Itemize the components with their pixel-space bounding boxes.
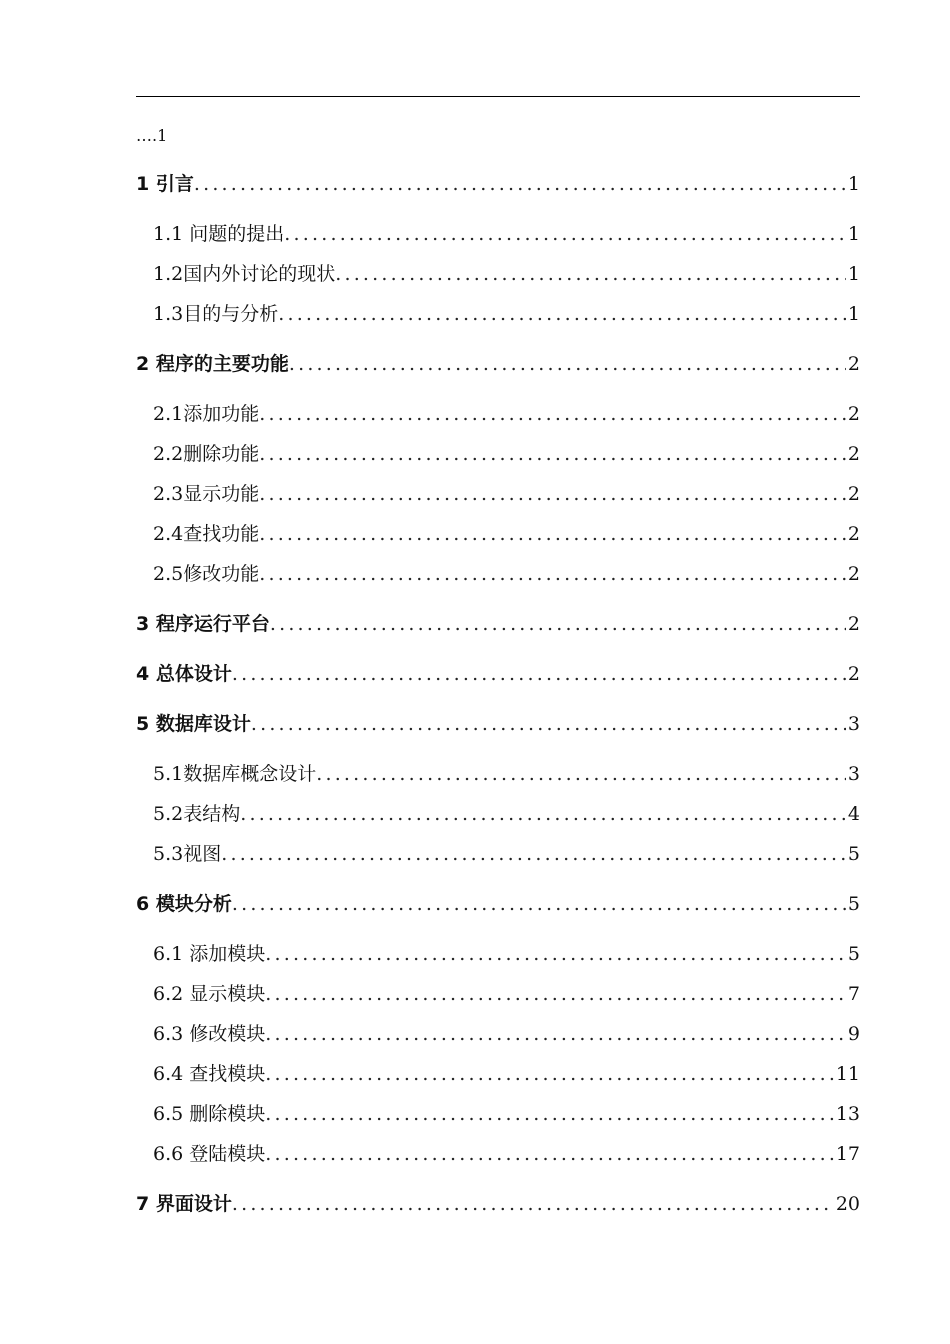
toc-entry-title: 5.1数据库概念设计: [153, 763, 317, 785]
toc-entry-title: 6.5 删除模块: [153, 1103, 266, 1125]
toc-dot-leader: [316, 754, 846, 794]
toc-entry[interactable]: [153, 514, 860, 554]
lead-text: ….1: [136, 126, 168, 145]
toc-entry[interactable]: [153, 1054, 860, 1094]
toc-entry-title: 1 引言: [136, 173, 194, 195]
toc-entry-page: 5: [847, 893, 860, 915]
toc-entry-title: 2.2删除功能: [153, 443, 260, 465]
toc-entry[interactable]: [153, 1014, 860, 1054]
toc-entry-title: 2.4查找功能: [153, 523, 260, 545]
toc-entry-page: 3: [847, 713, 860, 735]
toc-entry-title: 6 模块分析: [136, 893, 232, 915]
toc-entry-title: 1.1 问题的提出: [153, 223, 285, 245]
toc-entry[interactable]: [136, 1184, 860, 1224]
toc-entry-title: 2 程序的主要功能: [136, 353, 289, 375]
toc-entry[interactable]: [136, 604, 860, 644]
toc-entry-page: 2: [847, 523, 860, 545]
toc-entry-title: 5.3视图: [153, 843, 222, 865]
toc-entry[interactable]: [136, 654, 860, 694]
toc-entry-page: 2: [847, 443, 860, 465]
toc-entry-title: 5.2表结构: [153, 803, 241, 825]
toc-entry-title: 5 数据库设计: [136, 713, 251, 735]
toc-dot-leader: [289, 344, 846, 384]
toc-entry[interactable]: [136, 704, 860, 744]
toc-entry-page: 9: [847, 1023, 860, 1045]
toc-dot-leader: [232, 1184, 834, 1224]
toc-dot-leader: [259, 434, 846, 474]
toc-entry[interactable]: [153, 214, 860, 254]
toc-entry-title: 6.2 显示模块: [153, 983, 266, 1005]
toc-entry-title: 2.1添加功能: [153, 403, 260, 425]
toc-entry-page: 1: [847, 223, 860, 245]
toc-entry-page: 5: [847, 943, 860, 965]
toc-dot-leader: [259, 474, 846, 514]
toc-entry[interactable]: [153, 394, 860, 434]
toc-entry-page: 13: [835, 1103, 860, 1125]
toc-entry[interactable]: [153, 934, 860, 974]
toc-entry-title: 7 界面设计: [136, 1193, 232, 1215]
toc-dot-leader: [265, 934, 846, 974]
toc-entry-title: 2.5修改功能: [153, 563, 260, 585]
toc-dot-leader: [265, 1014, 846, 1054]
toc-dot-leader: [265, 974, 846, 1014]
toc-entry-title: 3 程序运行平台: [136, 613, 270, 635]
toc-dot-leader: [221, 834, 846, 874]
toc-entry-title: 2.3显示功能: [153, 483, 260, 505]
toc-entry[interactable]: [136, 164, 860, 204]
toc-entry-page: 3: [847, 763, 860, 785]
toc-dot-leader: [240, 794, 846, 834]
toc-entry-page: 7: [847, 983, 860, 1005]
toc-dot-leader: [265, 1134, 834, 1174]
toc-entry-page: 2: [847, 353, 860, 375]
toc-entry-page: 5: [847, 843, 860, 865]
toc-entry[interactable]: [136, 344, 860, 384]
toc-dot-leader: [265, 1094, 834, 1134]
toc-entry[interactable]: [153, 1094, 860, 1134]
toc-entry-page: 2: [847, 663, 860, 685]
toc-entry[interactable]: [153, 1134, 860, 1174]
toc-entry[interactable]: [153, 974, 860, 1014]
toc-entry-page: 4: [847, 803, 860, 825]
toc-dot-leader: [259, 554, 846, 594]
toc-dot-leader: [278, 294, 846, 334]
toc-entry[interactable]: [153, 434, 860, 474]
toc-entry[interactable]: [153, 254, 860, 294]
toc-dot-leader: [259, 514, 846, 554]
toc-entry[interactable]: [136, 884, 860, 924]
toc-dot-leader: [335, 254, 846, 294]
toc-entry-title: 1.2国内外讨论的现状: [153, 263, 336, 285]
toc-dot-leader: [194, 164, 846, 204]
toc-dot-leader: [284, 214, 846, 254]
toc-dot-leader: [270, 604, 846, 644]
toc-entry-page: 2: [847, 613, 860, 635]
toc-entry-title: 1.3目的与分析: [153, 303, 279, 325]
toc-entry-title: 6.3 修改模块: [153, 1023, 266, 1045]
toc-dot-leader: [259, 394, 846, 434]
toc-entry[interactable]: [153, 834, 860, 874]
toc-entry-title: 6.6 登陆模块: [153, 1143, 266, 1165]
toc-entry-page: 1: [847, 303, 860, 325]
toc-entry-page: 1: [847, 263, 860, 285]
toc-entry-page: 11: [835, 1063, 860, 1085]
toc-entry-title: 4 总体设计: [136, 663, 232, 685]
toc-entry-page: 2: [847, 563, 860, 585]
toc-entry[interactable]: [153, 554, 860, 594]
toc-dot-leader: [251, 704, 846, 744]
toc-entry-page: 17: [835, 1143, 860, 1165]
toc-entry[interactable]: [153, 474, 860, 514]
header-rule: [136, 96, 860, 97]
toc-entry[interactable]: [153, 754, 860, 794]
toc-entry[interactable]: [153, 294, 860, 334]
toc-entry-page: 2: [847, 483, 860, 505]
toc-dot-leader: [232, 654, 846, 694]
toc-entry-page: 20: [835, 1193, 860, 1215]
toc-entry-page: 1: [847, 173, 860, 195]
toc-dot-leader: [265, 1054, 834, 1094]
toc-entry-title: 6.1 添加模块: [153, 943, 266, 965]
toc-entry-page: 2: [847, 403, 860, 425]
toc-entry-title: 6.4 查找模块: [153, 1063, 266, 1085]
toc-dot-leader: [232, 884, 846, 924]
toc-entry[interactable]: [153, 794, 860, 834]
